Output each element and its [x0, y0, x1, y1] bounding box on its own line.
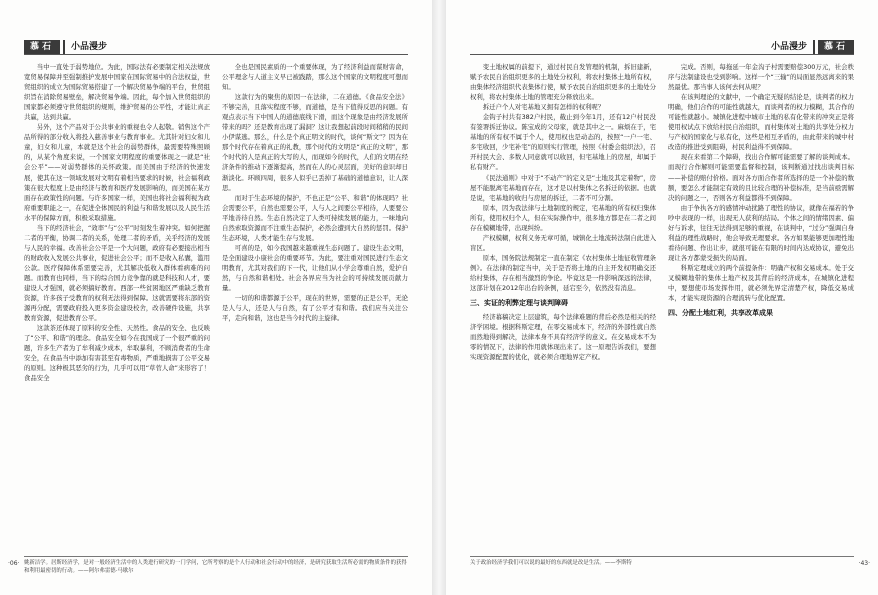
left-column-2	[222, 62, 408, 532]
paragraph: 现在来看第二个障碍，找出合作解可能需要了解的谈判成本。而现行合作解则可能需要监督和控制，该判断通过找出谈判目标——补偿的赔付价格。面对各方面合作者所选择的是一个补偿的数额，要怎么才能制定有效的且比较合理的补偿标准，是当前亟需解决的问题之一，否则各方利益都得不到保障。	[668, 153, 854, 202]
right-column-2	[668, 62, 854, 532]
header-tag: 慕石	[818, 40, 854, 54]
paragraph: 全也是国民素质的一个重要体现，为了经济利益而谋财害命，公平理念与人道主义早已被践踏，那么这个国家的文明程度可想而知。	[222, 63, 408, 92]
header-divider	[813, 40, 815, 54]
paragraph: 金钩子村共有382户村民，截止到今年1月，还有12户村民没有签署拆迁协议。陈宝成的父母家，就是其中之一。麻烦在于，宅基地的所有权不属于个人，使用权也是动态的，按照“一户一宅、多宅收回，少宅补宅”的原则实行管理，按照《村委会组织法》，召开村民大会、多数人同意就可以收回，但宅基地上的房屋，却属于私有财产。	[470, 113, 656, 172]
right-page	[446, 0, 878, 595]
paragraph: 原本，因为我法律与土地制度的规定，宅基地的所有权归集体所有，使用权归个人，但在实际操作中，很多地方都是在二者之间存在模糊地带，出现纠纷。	[470, 203, 656, 232]
section-heading: 四、分配土地红利，共享改革成果	[668, 309, 773, 318]
paragraph: 产权模糊，权利义务无章可循，城镇化土地流转法制自此进入盲区。	[470, 233, 656, 252]
page-number: ·43·	[858, 560, 870, 567]
header-label: 小品漫步	[71, 42, 108, 52]
header-rule	[470, 54, 854, 55]
header-label: 小品漫步	[770, 42, 807, 52]
section-heading: 三、实证的利弊定理与谈判障碍	[470, 299, 568, 308]
paragraph: 这款行为的聚焦的原因一在法律，二在道德。《食品安全法》不够完善，且落实程度不够，而道德，是当下值得反思的问题。有观点表示当下中国人的道德底线下滑，而这个现象是由经济发展所带来的吗？还是教育出现了漏洞？这让我想起前段时间稍稍的民间小伊谋逃。那么，什么是个真正明文的时代，谈何“斯文”？因为在那个时代存在着真正的礼教，那个时代的文明是“真正的文明”，那个时代的人是真正的大写的人，而现如今的时代，人们的文明在经济条件的推动下逐渐提高，然而在人的心灵层面，美好的意识却日渐淡化。环顾四周，很多人似乎已丢掉了基础的道德意识，让人深思。	[222, 93, 408, 192]
left-page	[0, 0, 432, 595]
paragraph: 变土地权属的前提下，通过村民自发管理的机制，拆旧建新，赋予农民自治组织更多的土地处分权利，将农村集体土地所有权，由集体经济组织代表集体行使，赋予农民自治组织更多的土地处分权利，将农村集体土地的管理充分释放出来。	[470, 63, 656, 102]
paragraph: 经济幕稿决定上层建筑，每个法律难题的背后必然是相关的经济学困境。根据科斯定理，在零交易成本下，经济的外部性就自然而然地得到解决，法律本身不具有经济学的意义。在交易成本不为零的情况下，法律的作用就体现出来了。这一原理告诉我们，要想实现资源配置的优化，就必须合理地界定产权。	[470, 313, 656, 362]
paragraph: 原本，国务院法规制定一直在制定《农村集体土地征收管理条例》。在法律的制定当中，关于是否将土地的自主开发权明确交还给村集体，存在相当激烈的争论。毕竟这是一件影响深远的法律，这部计划在2012年出台的条例，延宕至今，依然没有消息。	[470, 253, 656, 293]
right-column-1	[470, 62, 656, 532]
left-column-1	[24, 62, 210, 532]
spine-gutter	[432, 0, 446, 595]
paragraph: 另外，这个产品对于公共事业的重视也令人起敬。销售这个产品所得的部分收入将投入慈善事业与教育事业。尤其针对妇女和儿童，妇女和儿童，本就是这个社会的弱势群体，最需要特殊照顾的，从某个角度来说，一个国家文明程度的重要体现之一就是“社会公平”——对弱势群体的关怀政策。而美国由于经济的快速发展，使其在这一领域发展对文明有着相当要求的时候，社会福利政策在很大程度上是由经济与教育和医疗发展影响的，而美国在某方面存在政策性的问题。与许多国家一样，美国也将社会福利视为政府重要职能之一，在促进全体国民的利益与和谐发展以及人民生活水平的保障方面，积极采取措施。	[24, 123, 210, 222]
paragraph: 可喜的是，如今我国越来越重视生态问题了。建设生态文明，是全面建设小康社会的重要环节。为此，要注重对国民进行生态文明教育，尤其对我们的下一代，让他们从小学会尊重自然，爱护自然，与自然和谐相处。社会各界应当为社会的可持续发展贡献力量。	[222, 243, 408, 293]
paragraph: 在该判理论的文献中，一个确定无疑的结论是，谈判者的权力明确，他们合作的可能性就越大，而谈判者的权力模糊，其合作的可能性就越小。城镇化进程中城市土地的私有化带来的冲突正是将使用权试点下放给村民自治组织，而村集体对土地的共享处分权力与产权的国家化与私有化，这些是相互矛盾的，由此带来的城中村改造的推进受到阻碍，村民利益得不到保障。	[668, 93, 854, 152]
right-page-header	[768, 40, 854, 54]
paragraph: 由于争执各方的感情冲动扰路了理性的协议，就像在福若的争吵中表现的一样，出现无人获利的结局。个体之间的情绪因素、偏好与诉求，往往无法得到足够的重视，在谈判中，“过分”强调自身利益的理性战略时，他会导致无理要求。各方如果能够更加理性地看待问题、作出让步，就很可能在有限的时间内达成协议，避免出现让各方都蒙受损失的局面。	[668, 203, 854, 262]
paragraph: 而对于生态环境的保护，不也正是“公平、和谐”的体现吗？社会需要公平，自然也需要公平，人与人之间要公平相待，人要要公平地善待自然。生态自然决定了人类可持续发展的能力，一味地向自然索取资源而不注重生态保护，必然会遭到大自然的惩罚。保护生态环境，人类才能生存与发展。	[222, 193, 408, 242]
paragraph: 当中一直处于弱势地位。为此，国际法有必要制定相关法规放宽贸易保障并至强制推护发展中国家在国际贸易中的合法权益，世贸组织的成立为国际贸易搭建了一个解决贸易争端的平台，世贸组织旨在消除贸易壁垒，解决贸易争端。因此，每个加入世贸组织的国家都必须遵守世贸组织的规则，维护贸易的公平性，才能让真正共赢，达到共赢。	[24, 63, 210, 122]
paragraph: 《民法通则》中对于“不动产”的定义是“土地及其定着物”，房屋不能脱离宅基地而存在，这才是以村集体之名拆迁的依据。也就是说，宅基地的收归与房屋的拆迁，二者不可分割。	[470, 173, 656, 202]
page-number: ·06·	[8, 560, 20, 567]
footer-quote: 姚新洁学。居斯经济学，是对一般经济生活中的人类进行研究的一门学问，它所考察的是个人行动和社会行动中的经济，是研究获取生活所必需的物质条件的获得和利用最密切的行动。——阿尔弗雷德·马歇尔	[24, 556, 408, 575]
header-divider	[63, 40, 65, 54]
footer-quote: 关于政治经济学我们可以说的最好的东西就是改是生活。——李斯特	[470, 556, 854, 567]
left-page-header	[24, 40, 110, 54]
header-rule	[24, 54, 408, 55]
paragraph: 科斯定理成立的两个前提条件：明确产权和交易成本。处于交叉模糊地带的集体土地产权及其背后的经济成本，在城镇化进程中，要想使市场发挥作用，就必须先界定清楚产权，降低交易成本，才能实现资源的合理流转与优化配置。	[668, 263, 854, 303]
paragraph: 这款茶还体现了原料的安全性、天然性。食品的安全、也反映了“公平、和谐”的理念。食品安全如今在我国成了一个很严重的问题，许多生产者为了牟利减少成本，牟取暴利，不顾消费者的生命安全，在食品当中添加有害甚至有毒物质，严重地损害了公平交易的原则。这种极其恶劣的行为，几乎可以用“草菅人命”来形容了！食品安全	[24, 324, 210, 383]
paragraph: 一切的和谐都源于公平，现在的世界，需要的正是公平，无论是人与人，还是人与自然，有了公平才有和谐。我们应当关注公平，走向和谐，这也是当今时代的主旋律。	[222, 294, 408, 323]
paragraph: 拆迁户个人对宅基地又拥有怎样的权利呢？	[482, 103, 605, 112]
header-tag: 慕石	[24, 40, 60, 54]
paragraph: 当下的经济社会，“效率”与“公平”时刻发生着冲突。如何把握二者的平衡，协调二者的关系，处理二者的矛盾，关乎经济的发展与人民的幸福。改善社会公平是一个大问题，政府有必要接出相当的财政收入发展公共事业，促进社会公平；而不是收入私囊，滥用公款。医疗保障体系需要完善，尤其解决低收入群体看病难的问题。而教育也同样，当下的综合国力竞争靠的就是科技和人才，要建设人才强国，就必须搞好教育。西部一些贫困地区严重缺乏教育资源，许多孩子受教育的权利无法得到保障。这就需要将东部的资源再分配，需要政府投入更多资金建设校舍，改善硬件设施，共享教育资源，促进教育公平。	[24, 223, 210, 323]
paragraph: 完成。否则，每拖延一年金沟子村需要赔偿300万元，社会秩序与法制建设也受到影响。这样一个“三输”的局面显然远离来的果然最优。那当事人该何去何从呢？	[668, 63, 854, 92]
